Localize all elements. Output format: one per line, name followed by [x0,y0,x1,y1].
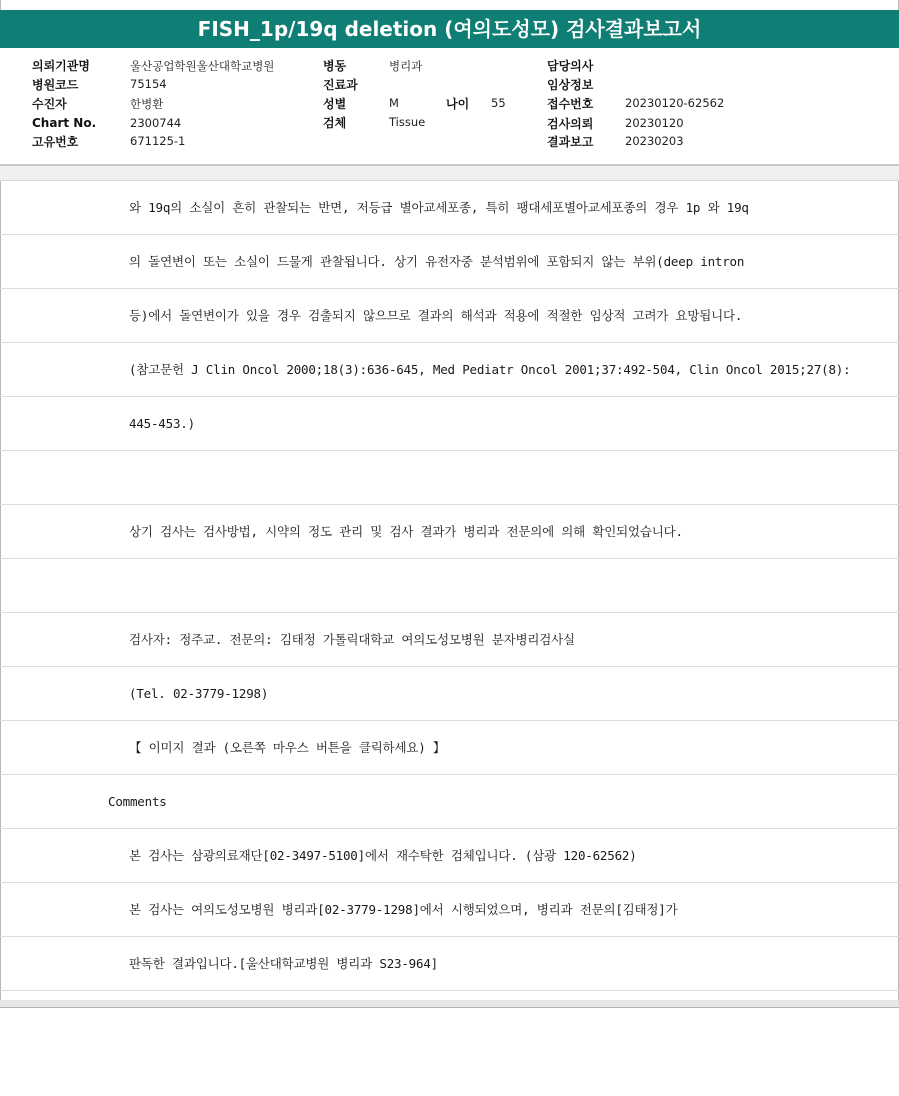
label-ward: 병동 [323,59,347,73]
patient-info-header [0,48,899,164]
image-result-text[interactable]: 【 이미지 결과 (오른쪽 마우스 버튼을 클릭하세요) 】 [129,740,446,755]
value-report-date: 20230203 [625,134,684,148]
report-line-text: 검사자: 정주교. 전문의: 김태정 가톨릭대학교 여의도성모병원 분자병리검사실 [129,632,575,647]
report-title: FISH_1p/19q deletion (여의도성모) 검사결과보고서 [0,10,899,48]
report-line-empty [0,559,899,613]
label-report-date: 결과보고 [547,135,594,149]
report-line-empty [0,451,899,505]
report-line [0,289,899,343]
value-request-date: 20230120 [625,116,684,130]
image-result-link[interactable] [0,721,899,775]
value-specimen: Tissue [389,115,426,129]
label-unique-id: 고유번호 [32,135,79,149]
comments-heading [0,775,899,829]
report-line [0,181,899,235]
report-line-text: 의 돌연변이 또는 소실이 드물게 관찰됩니다. 상기 유전자중 분석범위에 포함되지 않는 부위(deep intron [129,254,745,269]
report-line [0,829,899,883]
label-sex: 성별 [323,97,347,111]
report-line-text: 본 검사는 삼광의료재단[02-3497-5100]에서 재수탁한 검체입니다. (삼광 120-62562) [129,848,637,863]
value-patient: 한병환 [130,97,164,111]
report-line [0,343,899,397]
value-ward: 병리과 [389,59,423,73]
report-line [0,397,899,451]
report-line [0,235,899,289]
value-sex: M [389,96,399,110]
value-receipt-no: 20230120-62562 [625,96,725,110]
label-receipt-no: 접수번호 [547,97,594,111]
report-line [0,505,899,559]
value-age: 55 [491,96,506,110]
report-line [0,883,899,937]
label-specimen: 검체 [323,116,347,130]
label-doctor: 담당의사 [547,59,594,73]
report-line [0,937,899,991]
label-department: 진료과 [323,78,358,92]
comments-label: Comments [108,794,167,809]
report-line-text: 445-453.) [129,416,195,431]
label-chart-no: Chart No. [32,116,97,130]
label-age: 나이 [446,97,470,111]
label-clinical-info: 임상정보 [547,78,594,92]
label-institution: 의뢰기관명 [32,59,90,73]
value-chart-no: 2300744 [130,116,182,130]
report-line-text: (Tel. 02-3779-1298) [129,686,269,701]
value-institution: 울산공업학원울산대학교병원 [130,59,275,73]
report-line-text: 등)에서 돌연변이가 있을 경우 검출되지 않으므로 결과의 해석과 적용에 적절한 임상적 고려가 요망됩니다. [129,308,743,323]
report-line-text: 상기 검사는 검사방법, 시약의 정도 관리 및 검사 결과가 병리과 전문의에 의해 확인되었습니다. [129,524,683,539]
value-hospital-code: 75154 [130,77,167,91]
report-body [0,181,899,991]
label-request-date: 검사의뢰 [547,117,594,131]
section-gap [0,166,899,181]
report-line [0,613,899,667]
label-patient: 수진자 [32,97,67,111]
report-line [0,667,899,721]
report-line-text: 본 검사는 여의도성모병원 병리과[02-3779-1298]에서 시행되었으며, 병리과 전문의[김태정]가 [129,902,678,917]
report-line-text: 판독한 결과입니다.[울산대학교병원 병리과 S23-964] [129,956,438,971]
report-line-text: (참고문헌 J Clin Oncol 2000;18(3):636-645, Med Pediatr Oncol 2001;37:492-504, Clin Oncol 2015;27(8): [129,362,851,377]
value-unique-id: 671125-1 [130,134,186,148]
label-hospital-code: 병원코드 [32,78,79,92]
report-line-text: 와 19q의 소실이 흔히 관찰되는 반면, 저등급 별아교세포종, 특히 팽대세포별아교세포종의 경우 1p 와 19q [129,200,749,215]
report-footer-bar [0,1000,899,1008]
